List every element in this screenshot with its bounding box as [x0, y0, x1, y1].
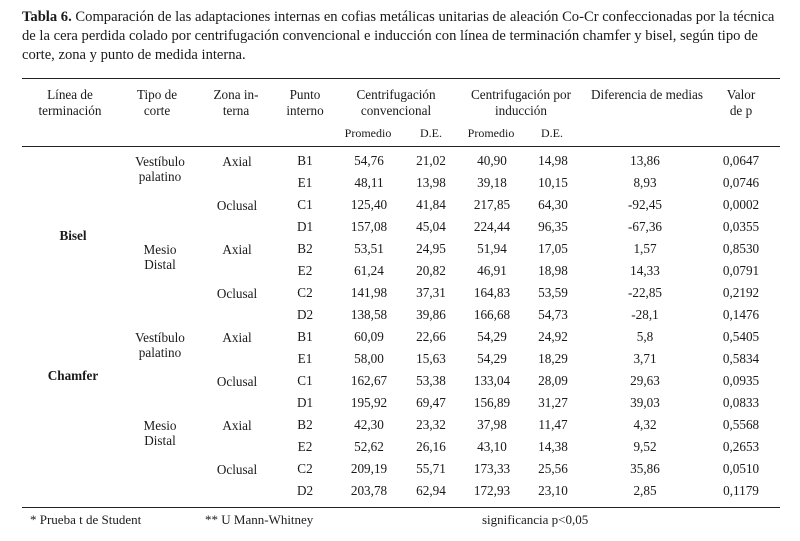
punto-cell: D1	[296, 395, 314, 410]
subheader-promedio-conv: Promedio	[344, 126, 392, 140]
header-linea-line2: terminación	[38, 103, 102, 118]
promedio-ind-cell: 40,90	[477, 153, 507, 168]
de-conv-cell: 55,71	[416, 461, 446, 476]
valor-p-cell: 0,1179	[723, 483, 759, 498]
valor-p-cell: 0,2192	[722, 285, 760, 300]
punto-cell: D2	[296, 307, 314, 322]
de-conv-cell: 21,02	[416, 153, 446, 168]
group-zona: Oclusal	[216, 198, 258, 213]
group-zona: Axial	[222, 418, 252, 433]
promedio-conv-cell: 125,40	[350, 197, 388, 212]
header-ind-line1: Centrifugación por	[471, 87, 571, 102]
header-linea-line1: Línea de	[47, 87, 93, 102]
promedio-conv-cell: 157,08	[350, 219, 388, 234]
de-conv-cell: 39,86	[416, 307, 446, 322]
promedio-ind-cell: 43,10	[477, 439, 507, 454]
group-tipo-vestibulo-bisel	[135, 154, 185, 184]
promedio-ind-cell: 217,85	[473, 197, 511, 212]
de-ind-cell: 28,09	[538, 373, 568, 388]
promedio-conv-cell: 162,67	[350, 373, 388, 388]
valor-p-cell: 0,2653	[722, 439, 760, 454]
header-valor-line2: de p	[729, 103, 753, 118]
promedio-ind-cell: 224,44	[473, 219, 511, 234]
subheader-promedio-ind: Promedio	[467, 126, 515, 140]
diferencia-cell: 3,71	[633, 351, 657, 366]
de-ind-cell: 25,56	[538, 461, 568, 476]
header-zona	[213, 87, 258, 119]
table-caption	[22, 8, 782, 65]
promedio-ind-cell: 164,83	[473, 285, 511, 300]
diferencia-cell: 5,8	[636, 329, 654, 344]
promedio-conv-cell: 60,09	[354, 329, 384, 344]
header-conv-line2: convencional	[360, 103, 432, 118]
diferencia-cell: -22,85	[627, 285, 663, 300]
header-dif: Diferencia de medias	[590, 87, 704, 102]
diferencia-cell: 1,57	[633, 241, 657, 256]
diferencia-cell: -92,45	[627, 197, 663, 212]
de-conv-cell: 53,38	[416, 373, 446, 388]
de-ind-cell: 17,05	[538, 241, 568, 256]
de-conv-cell: 26,16	[416, 439, 446, 454]
top-rule	[22, 78, 780, 79]
valor-p-cell: 0,8530	[722, 241, 760, 256]
valor-p-cell: 0,5568	[722, 417, 760, 432]
promedio-ind-cell: 173,33	[473, 461, 511, 476]
subheader-de-conv: D.E.	[420, 126, 442, 140]
punto-cell: E2	[297, 263, 313, 278]
de-conv-cell: 24,95	[416, 241, 446, 256]
diferencia-cell: 35,86	[630, 461, 660, 476]
valor-p-cell: 0,1476	[722, 307, 760, 322]
promedio-ind-cell: 46,91	[477, 263, 507, 278]
promedio-conv-cell: 138,58	[350, 307, 388, 322]
group-tipo-line2: Distal	[144, 433, 176, 448]
header-tipo	[137, 87, 177, 119]
footnote-mann-whitney: ** U Mann-Whitney	[205, 512, 314, 527]
punto-cell: B2	[297, 417, 313, 432]
diferencia-cell: 9,52	[633, 439, 657, 454]
header-conv-line1: Centrifugación	[356, 87, 436, 102]
group-tipo-vestibulo-chamfer	[135, 330, 185, 360]
diferencia-cell: 2,85	[633, 483, 657, 498]
valor-p-cell: 0,0002	[722, 197, 760, 212]
promedio-conv-cell: 141,98	[350, 285, 388, 300]
promedio-ind-cell: 166,68	[473, 307, 511, 322]
table-label: Tabla 6.	[22, 9, 72, 25]
group-zona: Oclusal	[216, 462, 258, 477]
group-tipo-line1: Vestíbulo	[135, 154, 185, 169]
promedio-ind-cell: 54,29	[477, 351, 507, 366]
header-conv	[356, 87, 435, 119]
group-zona: Oclusal	[216, 374, 258, 389]
punto-cell: E1	[297, 351, 313, 366]
de-ind-cell: 54,73	[538, 307, 568, 322]
de-conv-cell: 41,84	[416, 197, 446, 212]
valor-p-cell: 0,0791	[722, 263, 760, 278]
valor-p-cell: 0,0647	[722, 153, 760, 168]
de-conv-cell: 37,31	[416, 285, 446, 300]
diferencia-cell: 29,63	[630, 373, 660, 388]
promedio-ind-cell: 54,29	[477, 329, 507, 344]
header-valor	[727, 87, 756, 119]
de-ind-cell: 24,92	[538, 329, 568, 344]
group-tipo-line1: Mesio	[143, 242, 177, 257]
de-ind-cell: 53,59	[538, 285, 568, 300]
caption-text: Comparación de las adaptaciones internas en cofias metálicas unitarias de aleación Co-Cr confeccionadas por la técnica de la cera perdida colado por centrifugación convencional e inducción con línea de terminación chamfer y bisel, según tipo de corte, zona y punto de medida interna.	[22, 9, 775, 63]
promedio-conv-cell: 54,76	[354, 153, 384, 168]
de-conv-cell: 15,63	[416, 351, 446, 366]
de-ind-cell: 31,27	[538, 395, 568, 410]
group-zona: Axial	[222, 154, 252, 169]
header-tipo-line1: Tipo de	[136, 87, 178, 102]
promedio-conv-cell: 61,24	[354, 263, 384, 278]
promedio-conv-cell: 48,11	[354, 175, 384, 190]
punto-cell: B1	[297, 329, 313, 344]
group-tipo-mesio-chamfer	[144, 418, 177, 448]
footnote-student: * Prueba t de Student	[30, 512, 142, 527]
header-ind-line2: inducción	[494, 103, 548, 118]
punto-cell: E1	[297, 175, 313, 190]
footnote-significancia: significancia p<0,05	[482, 512, 589, 527]
header-valor-line1: Valor	[726, 87, 756, 102]
header-ind	[471, 87, 571, 119]
header-rule	[22, 146, 780, 147]
valor-p-cell: 0,5405	[722, 329, 760, 344]
punto-cell: C1	[297, 197, 313, 212]
de-ind-cell: 14,38	[538, 439, 568, 454]
punto-cell: E2	[297, 439, 313, 454]
group-tipo-line2: palatino	[138, 169, 182, 184]
group-linea-chamfer: Chamfer	[47, 368, 99, 383]
de-ind-cell: 18,29	[538, 351, 568, 366]
header-punto	[286, 87, 323, 119]
promedio-conv-cell: 203,78	[350, 483, 388, 498]
punto-cell: B2	[297, 241, 313, 256]
group-linea-bisel: Bisel	[59, 228, 87, 243]
punto-cell: B1	[297, 153, 313, 168]
de-ind-cell: 96,35	[538, 219, 568, 234]
header-zona-line2: terna	[222, 103, 250, 118]
de-conv-cell: 69,47	[416, 395, 446, 410]
diferencia-cell: 4,32	[633, 417, 657, 432]
promedio-conv-cell: 53,51	[354, 241, 384, 256]
punto-cell: C2	[297, 285, 313, 300]
promedio-ind-cell: 156,89	[473, 395, 511, 410]
group-tipo-line1: Vestíbulo	[135, 330, 185, 345]
group-tipo-line2: palatino	[138, 345, 182, 360]
promedio-conv-cell: 195,92	[350, 395, 388, 410]
valor-p-cell: 0,0355	[722, 219, 760, 234]
diferencia-cell: 8,93	[633, 175, 657, 190]
promedio-conv-cell: 52,62	[354, 439, 384, 454]
diferencia-cell: 14,33	[630, 263, 660, 278]
de-conv-cell: 13,98	[416, 175, 446, 190]
valor-p-cell: 0,0510	[722, 461, 760, 476]
diferencia-cell: -28,1	[631, 307, 659, 322]
promedio-conv-cell: 42,30	[354, 417, 384, 432]
header-punto-line2: interno	[286, 103, 324, 118]
valor-p-cell: 0,5834	[722, 351, 760, 366]
de-conv-cell: 20,82	[416, 263, 446, 278]
promedio-conv-cell: 58,00	[354, 351, 384, 366]
de-ind-cell: 14,98	[538, 153, 568, 168]
diferencia-cell: -67,36	[627, 219, 663, 234]
group-zona: Oclusal	[216, 286, 258, 301]
punto-cell: D2	[296, 483, 314, 498]
subheader-de-ind: D.E.	[541, 126, 563, 140]
de-ind-cell: 64,30	[538, 197, 568, 212]
promedio-ind-cell: 39,18	[477, 175, 507, 190]
de-ind-cell: 10,15	[538, 175, 568, 190]
promedio-ind-cell: 51,94	[477, 241, 507, 256]
header-linea	[39, 87, 102, 119]
valor-p-cell: 0,0746	[722, 175, 760, 190]
header-punto-line1: Punto	[289, 87, 321, 102]
punto-cell: D1	[296, 219, 314, 234]
promedio-ind-cell: 172,93	[473, 483, 511, 498]
group-zona: Axial	[222, 242, 252, 257]
punto-cell: C2	[297, 461, 313, 476]
de-ind-cell: 11,47	[538, 417, 568, 432]
bottom-rule	[22, 507, 780, 508]
de-conv-cell: 45,04	[416, 219, 446, 234]
valor-p-cell: 0,0935	[722, 373, 760, 388]
group-tipo-line2: Distal	[144, 257, 176, 272]
diferencia-cell: 13,86	[630, 153, 660, 168]
header-zona-line1: Zona in-	[213, 87, 259, 102]
promedio-ind-cell: 133,04	[473, 373, 511, 388]
group-tipo-mesio-bisel	[144, 242, 177, 272]
de-conv-cell: 22,66	[416, 329, 446, 344]
diferencia-cell: 39,03	[630, 395, 660, 410]
group-zona: Axial	[222, 330, 252, 345]
header-tipo-line2: corte	[143, 103, 171, 118]
promedio-conv-cell: 209,19	[350, 461, 388, 476]
de-ind-cell: 18,98	[538, 263, 568, 278]
de-ind-cell: 23,10	[538, 483, 568, 498]
group-tipo-line1: Mesio	[143, 418, 177, 433]
punto-cell: C1	[297, 373, 313, 388]
promedio-ind-cell: 37,98	[477, 417, 507, 432]
valor-p-cell: 0,0833	[722, 395, 760, 410]
de-conv-cell: 23,32	[416, 417, 446, 432]
de-conv-cell: 62,94	[416, 483, 446, 498]
